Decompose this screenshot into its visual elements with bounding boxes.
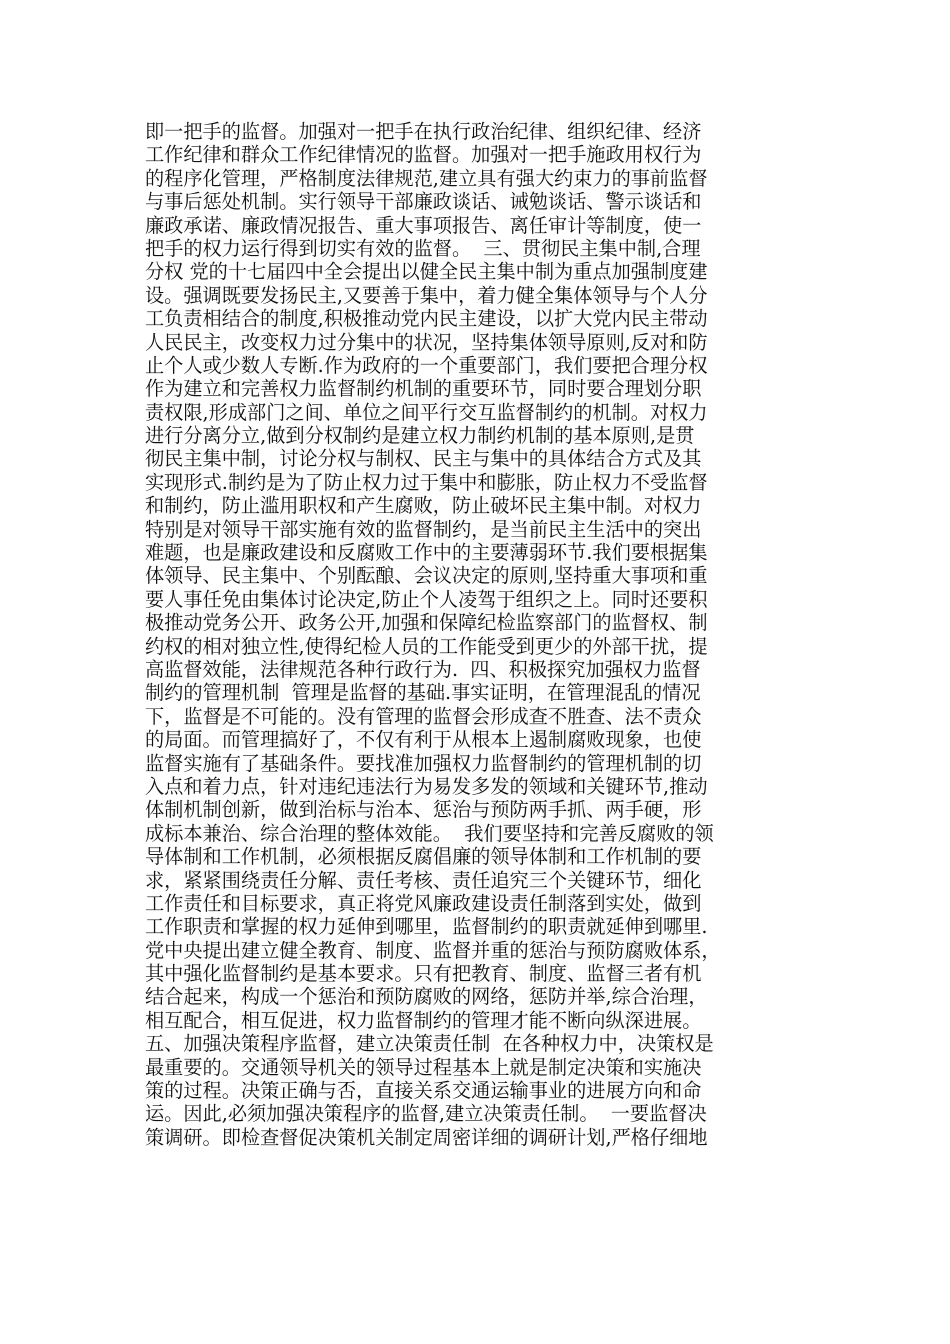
text-line: 要人事任免由集体讨论决定,防止个人凌驾于组织之上。同时还要积 — [145, 587, 708, 611]
text-line: 彻民主集中制，讨论分权与制权、民主与集中的具体结合方式及其 — [145, 447, 702, 471]
text-line: 难题，也是廉政建设和反腐败工作中的主要薄弱环节.我们要根据集 — [145, 541, 708, 565]
text-line: 监督实施有了基础条件。要找准加强权力监督制约的管理机制的切 — [145, 751, 702, 775]
text-line: 其中强化监督制约是基本要求。只有把教育、制度、监督三者有机 — [145, 962, 702, 986]
text-line: 运。因此,必须加强决策程序的监督,建立决策责任制。 一要监督决 — [145, 1102, 707, 1126]
text-line: 的局面。而管理搞好了，不仅有利于从根本上遏制腐败现象，也使 — [145, 728, 702, 752]
text-line: 工负责相结合的制度,积极推动党内民主建设，以扩大党内民主带动 — [145, 307, 708, 331]
text-line: 人民民主，改变权力过分集中的状况，坚持集体领导原则,反对和防 — [145, 330, 708, 354]
text-line: 作为建立和完善权力监督制约机制的重要环节，同时要合理划分职 — [145, 377, 702, 401]
text-line: 进行分离分立,做到分权制约是建立权力制约机制的基本原则,是贯 — [145, 424, 695, 448]
text-line: 和制约，防止滥用职权和产生腐败，防止破坏民主集中制。对权力 — [145, 494, 702, 518]
text-line: 相互配合，相互促进，权力监督制约的管理才能不断向纵深进展。 — [145, 1008, 702, 1032]
text-line: 特别是对领导干部实施有效的监督制约，是当前民主生活中的突出 — [145, 517, 702, 541]
text-line: 工作责任和目标要求，真正将党风廉政建设责任制落到实处，做到 — [145, 891, 702, 915]
text-line: 的程序化管理，严格制度法律规范,建立具有强大约束力的事前监督 — [145, 166, 708, 190]
text-line: 工作纪律和群众工作纪律情况的监督。加强对一把手施政用权行为 — [145, 143, 702, 167]
text-line: 责权限,形成部门之间、单位之间平行交互监督制约的机制。对权力 — [145, 400, 708, 424]
text-line: 五、加强决策程序监督，建立决策责任制 在各种权力中，决策权是 — [145, 1032, 714, 1056]
text-line: 最重要的。交通领导机关的领导过程基本上就是制定决策和实施决 — [145, 1055, 702, 1079]
document-body — [145, 120, 810, 1149]
text-line: 工作职责和掌握的权力延伸到哪里，监督制约的职责就延伸到哪里. — [145, 915, 708, 939]
text-line: 即一把手的监督。加强对一把手在执行政治纪律、组织纪律、经济 — [145, 120, 702, 143]
text-line: 设。强调既要发扬民主,又要善于集中，着力健全集体领导与个人分 — [145, 283, 708, 307]
text-line: 下，监督是不可能的。没有管理的监督会形成查不胜查、法不责众 — [145, 704, 702, 728]
text-line: 止个人或少数人专断.作为政府的一个重要部门，我们要把合理分权 — [145, 353, 708, 377]
text-line: 结合起来，构成一个惩治和预防腐败的网络，惩防并举,综合治理， — [145, 985, 708, 1009]
text-line: 约权的相对独立性,使得纪检人员的工作能受到更少的外部干扰，提 — [145, 634, 708, 658]
text-line: 把手的权力运行得到切实有效的监督。 三、贯彻民主集中制,合理 — [145, 236, 701, 260]
text-line: 导体制和工作机制，必须根据反腐倡廉的领导体制和工作机制的要 — [145, 845, 702, 869]
text-line: 策调研。即检查督促决策机关制定周密详细的调研计划,严格仔细地 — [145, 1125, 708, 1149]
text-line: 体领导、民主集中、个别酝酿、会议决定的原则,坚持重大事项和重 — [145, 564, 708, 588]
text-line: 与事后惩处机制。实行领导干部廉政谈话、诫勉谈话、警示谈话和 — [145, 190, 702, 214]
text-line: 极推动党务公开、政务公开,加强和保障纪检监察部门的监督权、制 — [145, 611, 708, 635]
text-line: 廉政承诺、廉政情况报告、重大事项报告、离任审计等制度，使一 — [145, 213, 702, 237]
text-line: 高监督效能，法律规范各种行政行为. 四、积极探究加强权力监督 — [145, 657, 701, 681]
text-line: 制约的管理机制 管理是监督的基础.事实证明，在管理混乱的情况 — [145, 681, 701, 705]
text-line: 分权 党的十七届四中全会提出以健全民主集中制为重点加强制度建 — [145, 260, 708, 284]
text-line: 体制机制创新，做到治标与治本、惩治与预防两手抓、两手硬，形 — [145, 798, 702, 822]
text-line: 策的过程。决策正确与否，直接关系交通运输事业的进展方向和命 — [145, 1079, 702, 1103]
text-line: 实现形式.制约是为了防止权力过于集中和膨胀，防止权力不受监督 — [145, 470, 708, 494]
text-line: 成标本兼治、综合治理的整体效能。 我们要坚持和完善反腐败的领 — [145, 821, 714, 845]
text-line: 求，紧紧围绕责任分解、责任考核、责任追究三个关键环节，细化 — [145, 868, 702, 892]
text-line: 党中央提出建立健全教育、制度、监督并重的惩治与预防腐败体系， — [145, 938, 721, 962]
text-line: 入点和着力点，针对违纪违法行为易发多发的领域和关键环节,推动 — [145, 774, 708, 798]
